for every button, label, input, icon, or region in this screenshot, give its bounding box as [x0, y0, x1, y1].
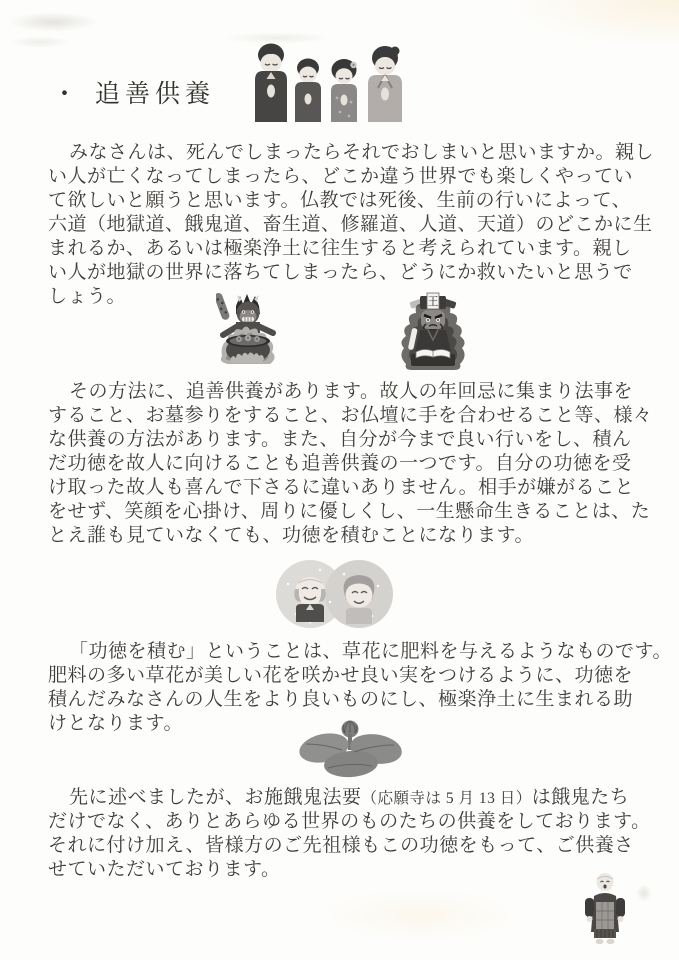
praying-family-illustration — [245, 42, 420, 131]
monk-icon — [582, 872, 628, 948]
text-segment: 先に述べましたが、お施餓鬼法要 — [69, 787, 362, 808]
enma-king-illustration — [396, 286, 470, 379]
heading-bullet: ・ — [52, 81, 83, 108]
text-line: とえ誰も見ていなくても、功徳を積むことになります。 — [48, 525, 534, 546]
scan-smudge — [8, 12, 98, 32]
text-line: けとなります。 — [48, 713, 183, 734]
paragraph-2 — [48, 380, 653, 548]
praying-family-icon — [245, 42, 420, 126]
hell-cauldron-oni-illustration — [216, 290, 280, 377]
plant-icon — [288, 718, 415, 780]
plant-illustration — [288, 718, 415, 785]
oni-cauldron-icon — [216, 290, 280, 372]
text-line: まれるか、あるいは極楽浄土に往生すると考えられています。親し — [48, 238, 632, 259]
paragraph-1 — [48, 141, 654, 309]
text-line — [48, 786, 651, 810]
text-line: だけでなく、ありとあらゆる世界のものたちの供養をしております。 — [48, 811, 651, 832]
text-line: せていただいております。 — [48, 859, 281, 880]
heading-title: 追善供養 — [95, 81, 216, 108]
text-line: け取った故人も喜んで下さるに違いありません。相手が嫌がること — [48, 477, 635, 498]
text-line: 「功徳を積む」ということは、草花に肥料を与えるようなものです。 — [69, 641, 672, 662]
text-line: しょう。 — [48, 286, 127, 307]
text-line: をせず、笑顔を心掛け、周りに優しくし、一生懸命生きることは、た — [48, 501, 651, 522]
elderly-couple-icon — [274, 556, 394, 632]
text-line: それに付け加え、皆様方のご先祖様もこの功徳をもって、ご供養さ — [48, 835, 634, 856]
paragraph-4 — [48, 786, 651, 882]
elderly-couple-illustration — [274, 556, 394, 637]
text-line: 六道（地獄道、餓鬼道、畜生道、修羅道、人道、天道）のどこかに生 — [48, 214, 653, 235]
enma-icon — [396, 286, 470, 374]
text-line: な供養の方法があります。また、自分が今まで良い行いをし、積ん — [48, 429, 632, 450]
text-line: い人が地獄の世界に落ちてしまったら、どうにか救いたいと思うで — [48, 262, 633, 283]
enma-crown-character: 王 — [427, 296, 439, 308]
text-line: て欲しいと願うと思います。仏教では死後、生前の行いによって、 — [48, 190, 632, 211]
section-heading — [52, 74, 215, 110]
text-line: 積んだみなさんの人生をより良いものにし、極楽浄土に生まれる助 — [48, 689, 634, 710]
scan-smudge — [636, 884, 652, 902]
text-line: みなさんは、死んでしまったらそれでおしまいと思いますか。親し — [69, 142, 655, 163]
scan-smudge — [10, 36, 70, 48]
text-segment: は餓鬼たち — [531, 787, 630, 808]
text-line: い人が亡くなってしまったら、どこか違う世界でも楽しくやってい — [48, 166, 634, 187]
text-line: その方法に、追善供養があります。故人の年回忌に集まり法事を — [69, 381, 633, 402]
monk-illustration — [582, 872, 628, 953]
text-segment-parenthetical: （応願寺は 5 月 13 日） — [361, 790, 532, 807]
text-line: だ功徳を故人に向けることも追善供養の一つです。自分の功徳を受 — [48, 453, 632, 474]
text-line: 肥料の多い草花が美しい花を咲かせ良い実をつけるように、功徳を — [48, 665, 634, 686]
text-line: すること、お墓参りをすること、お仏壇に手を合わせること等、様々 — [48, 405, 653, 426]
scan-smudge — [520, 0, 679, 46]
scan-smudge — [330, 890, 510, 940]
